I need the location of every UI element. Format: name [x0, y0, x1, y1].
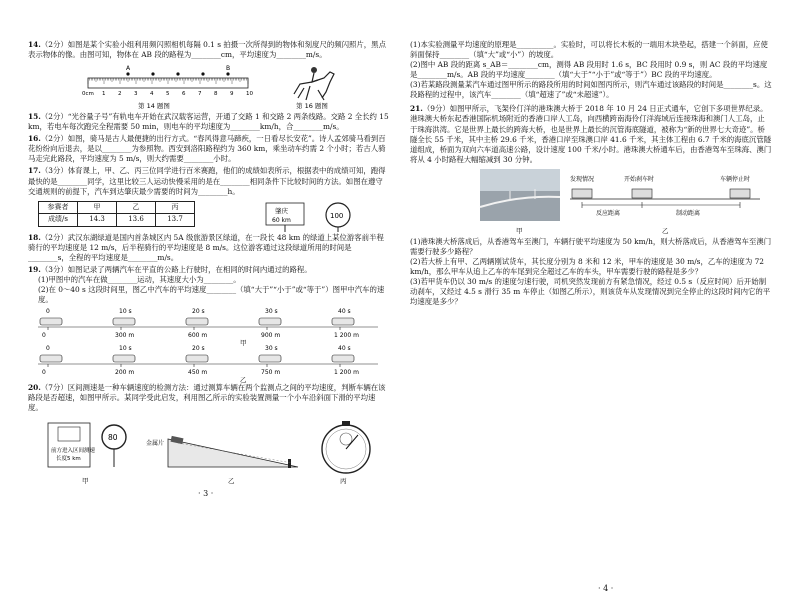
- time-label: 0: [46, 345, 50, 353]
- photo-dot: [151, 73, 154, 76]
- horse-rider-icon: [294, 67, 334, 100]
- time-label: 20 s: [192, 345, 205, 353]
- speed-experiment-figure: [28, 415, 390, 487]
- table-row: [39, 214, 195, 227]
- car-icon: [40, 318, 62, 325]
- distance-label: 1 200 m: [334, 369, 359, 377]
- table-cell: 成绩/s: [39, 214, 78, 227]
- question-21-subs: [410, 237, 772, 307]
- question-19: [28, 265, 390, 305]
- sub-question: (3)若某路段测量某汽车通过图甲所示的路段所用的时间如图丙所示，则汽车通过该路段的时间是________s。这段路程的过程中，该汽车________（填“超速了”或“未超速”）。: [410, 80, 772, 100]
- table-cell: 13.7: [156, 214, 195, 227]
- time-label: 30 s: [265, 345, 278, 353]
- ruler-label: 0cm: [82, 91, 94, 98]
- question-text: （7分）区间测速是一种车辆速度的检测方法：通过测算车辆在两个监测点之间的平均速度，判断车辆在该路段是否超速，如图甲所示。某同学受此启发，利用图乙所示的实验装置测量一个小车沿斜面下滑的平均速度。: [28, 383, 386, 413]
- question-15: [28, 112, 390, 132]
- road-signs: [260, 199, 380, 233]
- ruler-label: 1: [102, 91, 106, 98]
- interval-sign-line1: 前方进入区间测速: [51, 448, 96, 455]
- distance-label: 300 m: [115, 332, 135, 340]
- distance-label: 1 200 m: [334, 332, 359, 340]
- ruler-label: 5: [166, 91, 170, 98]
- question-number: 19.: [28, 264, 41, 274]
- figure-label-jia: 甲: [82, 477, 89, 486]
- time-label: 30 s: [265, 308, 278, 316]
- question-text: （2分）如图，骑马是古人最便捷的出行方式。“春风得意马蹄疾，一日看尽长安花”。诗人孟郊骑马看到百花纷纷向后退去，是以________为参照物。西安到洛阳路程约为 360 km，乘坐动车约需 2 个小时；若古人骑马走完此路段，平均速度为 5 m/s，则大约需要________小时。: [28, 134, 386, 164]
- ruler-label: 4: [150, 91, 154, 98]
- distance-label: 450 m: [188, 369, 208, 377]
- question-number: 21.: [410, 104, 423, 114]
- car-icon: [186, 355, 208, 362]
- sign-speed: 100: [330, 211, 344, 220]
- point-b-label: B: [226, 65, 231, 73]
- sign-distance: 60 km: [272, 216, 291, 224]
- stop-label: 车辆停止时: [720, 175, 751, 183]
- ruler-label: 7: [198, 91, 202, 98]
- distance-label: 0: [42, 369, 46, 377]
- truck-icon: [730, 189, 750, 198]
- distance-label: 900 m: [261, 332, 281, 340]
- figure-19: [28, 307, 390, 383]
- time-label: 20 s: [192, 308, 205, 316]
- table-cell: 甲: [78, 201, 117, 214]
- car-icon: [332, 355, 354, 362]
- question-number: 18.: [28, 232, 41, 242]
- question-20: [28, 383, 390, 413]
- point-a-label: A: [126, 65, 131, 73]
- camera-icon: [58, 427, 80, 441]
- ruler-figure: [28, 62, 390, 112]
- interval-sign-line2: 长度5 km: [56, 456, 81, 463]
- photo-dot: [201, 73, 204, 76]
- figure-label-yi: 乙: [228, 477, 235, 486]
- car-icon: [332, 318, 354, 325]
- question-number: 17.: [28, 166, 41, 176]
- figure-21: [410, 167, 772, 237]
- car-icon: [259, 318, 281, 325]
- sub-question: (1)港珠澳大桥落成后，从香港驾车至澳门，车辆行驶平均速度为 50 km/h，则大桥落成后，从香港驾车至澳门需要行驶多少路程？: [410, 236, 772, 256]
- time-label: 40 s: [338, 308, 351, 316]
- fig14-caption: 第 14 题图: [138, 102, 170, 111]
- ruler-label: 8: [214, 91, 218, 98]
- ruler-label: 2: [118, 91, 122, 98]
- sub-question: (2)在 0～40 s 这段时间里，图乙中汽车的平均速度________（填“大于”“小于”或“等于”）图甲中汽车的速度。: [38, 284, 385, 304]
- figure-label-yi: 乙: [240, 376, 247, 384]
- fig16-caption: 第 16 题图: [296, 102, 328, 111]
- question-20-continued: [410, 40, 772, 100]
- question-text: （3分）体育课上，甲、乙、丙三位同学进行百米赛跑，他们的成绩如表所示，根据表中的成绩可知，跑得最快的是________同学，这里比较三人运动快慢采用的是在________相同条件下比较时间的方法。如图在遵守交通规则的前提下，汽车到达肇庆最少需要的时间为________h。: [28, 166, 386, 196]
- figure-label-bing: 丙: [340, 477, 347, 486]
- figure-label-jia: 甲: [516, 226, 523, 235]
- found-label: 发现情况: [570, 175, 595, 183]
- car-icon: [186, 318, 208, 325]
- incline-board: [168, 439, 298, 467]
- question-number: 20.: [28, 383, 41, 393]
- car-icon: [113, 318, 135, 325]
- sub-question: (1)甲图中的汽车在做________运动，其速度大小为________。: [38, 274, 241, 284]
- distance-label: 200 m: [115, 369, 135, 377]
- ruler-label: 10: [246, 91, 253, 98]
- question-14: [28, 40, 390, 60]
- figure-label-yi: 乙: [662, 226, 669, 235]
- ruler-label: 6: [182, 91, 186, 98]
- sub-question: (3)若甲货车仍以 30 m/s 的速度匀速行驶，司机突然发现前方有紧急情况，经过 0.5 s（反应时间）后开始制动刹车，又经过 4.5 s 滑行 35 m 车停止（如图乙所示），则该货车从发现情况到完全停止的这段时间内它的平均速度是多少？: [410, 277, 771, 307]
- time-label: 0: [46, 308, 50, 316]
- right-column: [410, 40, 772, 309]
- table-cell: 参赛者: [39, 201, 78, 214]
- table-cell: 13.6: [117, 214, 156, 227]
- question-text: （2分）武汉东湖绿道是国内首条城区内 5A 级旅游景区绿道，在一段长 48 km 的绿道上某位游客前半程骑行的平均速度是 12 m/s，后半程骑行的平均速度是 8 m/s。这位游客通过这段绿道所用的时间是________s，全程的平均速度是________m/s。: [28, 232, 384, 262]
- reaction-distance-label: 反应距离: [596, 209, 621, 217]
- page-number-left: · 3 ·: [198, 489, 214, 499]
- figure-17: [28, 199, 390, 233]
- distance-label: 600 m: [188, 332, 208, 340]
- figure-20: [28, 415, 390, 487]
- braking-distance-label: 制动距离: [676, 209, 701, 217]
- distance-label: 0: [42, 332, 46, 340]
- car-icon: [259, 355, 281, 362]
- question-number: 16.: [28, 134, 41, 144]
- truck-icon: [572, 189, 592, 198]
- table-cell: 14.3: [78, 214, 117, 227]
- car-icon: [113, 355, 135, 362]
- table-header-row: [39, 201, 195, 214]
- question-text: （9分）如图甲所示，飞架伶仃洋的港珠澳大桥于 2018 年 10 月 24 日正式通车，它创下多项世界纪录。港珠澳大桥东起香港国际机场附近的香港口岸人工岛，向西横跨南海伶仃洋海域后连接珠海和澳门人工岛，止于珠海洪湾。它是世界上最长的跨海大桥，也是世界上最长的沉管海底隧道，被称为“新的世界七大奇迹”。桥隧全长 55 千米，其中主桥 29.6 千米，香港口岸至珠澳口岸 41.6 千米，其主体工程由 6.7 千米的海底沉管隧道组成，桥面为双向六车道高速公路，设计速度 100 千米/小时。港珠澳大桥通车后，由香港驾车至珠海、澳门将从 4 小时路程大幅缩减到 30 分钟。: [410, 104, 772, 164]
- question-21: [410, 104, 772, 164]
- sign-place: 肇庆: [275, 206, 288, 215]
- question-text: （2分）“光谷量子号”有轨电车开始在武汉载客运营，开通了交路 1 和交路 2 两条线路。交路 2 全长约 15 km，若电车每次跑完全程需要 50 min，则电车的平均速度为________km/h，合________m/s。: [28, 112, 389, 132]
- sign2-speed: 80: [108, 433, 118, 443]
- time-label: 40 s: [338, 345, 351, 353]
- table-cell: 丙: [156, 201, 195, 214]
- photo-dot: [176, 73, 179, 76]
- figure-label-jia: 甲: [240, 339, 247, 348]
- car-motion-figure: [28, 307, 390, 383]
- time-label: 10 s: [119, 345, 132, 353]
- question-number: 14.: [28, 40, 41, 49]
- page-number-right: · 4 ·: [598, 584, 614, 594]
- question-17: [28, 166, 390, 196]
- question-16: [28, 134, 390, 164]
- photo-dot: [126, 73, 129, 76]
- bridge-braking-figure: [410, 167, 772, 237]
- time-label: 10 s: [119, 308, 132, 316]
- sub-question: (2)若大桥上有甲、乙两辆刚试货车，其长度分别为 8 米和 12 米，甲车的速度是 30 m/s，乙车的速度为 72 km/h，那么甲车从追上乙车的车尾到完全超过乙车的车头，甲车需要行驶的路程是多少？: [410, 256, 764, 276]
- question-text: （3分）如图记录了两辆汽车在平直的公路上行驶时，在相同的时间内通过的路程。: [40, 264, 312, 274]
- question-number: 15.: [28, 112, 41, 122]
- ruler-label: 3: [134, 91, 138, 98]
- metal-label: 金属片: [146, 440, 165, 448]
- question-text: （2分）如图是某个实验小组利用频闪照相机每隔 0.1 s 拍摄一次所得到的物体和刻度尺的频闪照片，黑点表示物体的像。由图可知，物体在 AB 段的路程为________cm，平均速度为________m/s。: [28, 40, 386, 60]
- table-cell: 乙: [117, 201, 156, 214]
- photo-dot: [226, 73, 229, 76]
- car-icon: [40, 355, 62, 362]
- ruler-label: 9: [230, 91, 234, 98]
- question-18: [28, 233, 390, 263]
- metal-plate: [288, 459, 291, 468]
- sub-question: (2)图中 AB 段的距离 s_AB＝________cm，测得 AB 段用时 1.6 s，BC 段用时 0.9 s，则 AC 段的平均速度是________m/s。AB 段的平均速度________（填“大于”“小于”或“等于”）BC 段的平均速度。: [410, 60, 768, 80]
- left-column: [28, 40, 390, 500]
- truck-icon: [632, 189, 652, 198]
- brake-start-label: 开始刹车时: [624, 175, 655, 183]
- sub-question: (1)本实验测量平均速度的原理是__________。实验时，可以将长木板的一端用木块垫起，搭建一个斜面，应使斜面保持________（填“大”或“小”）的坡度。: [410, 40, 768, 60]
- figure-14-16: [28, 62, 390, 112]
- distance-label: 750 m: [261, 369, 281, 377]
- results-table: [38, 201, 195, 227]
